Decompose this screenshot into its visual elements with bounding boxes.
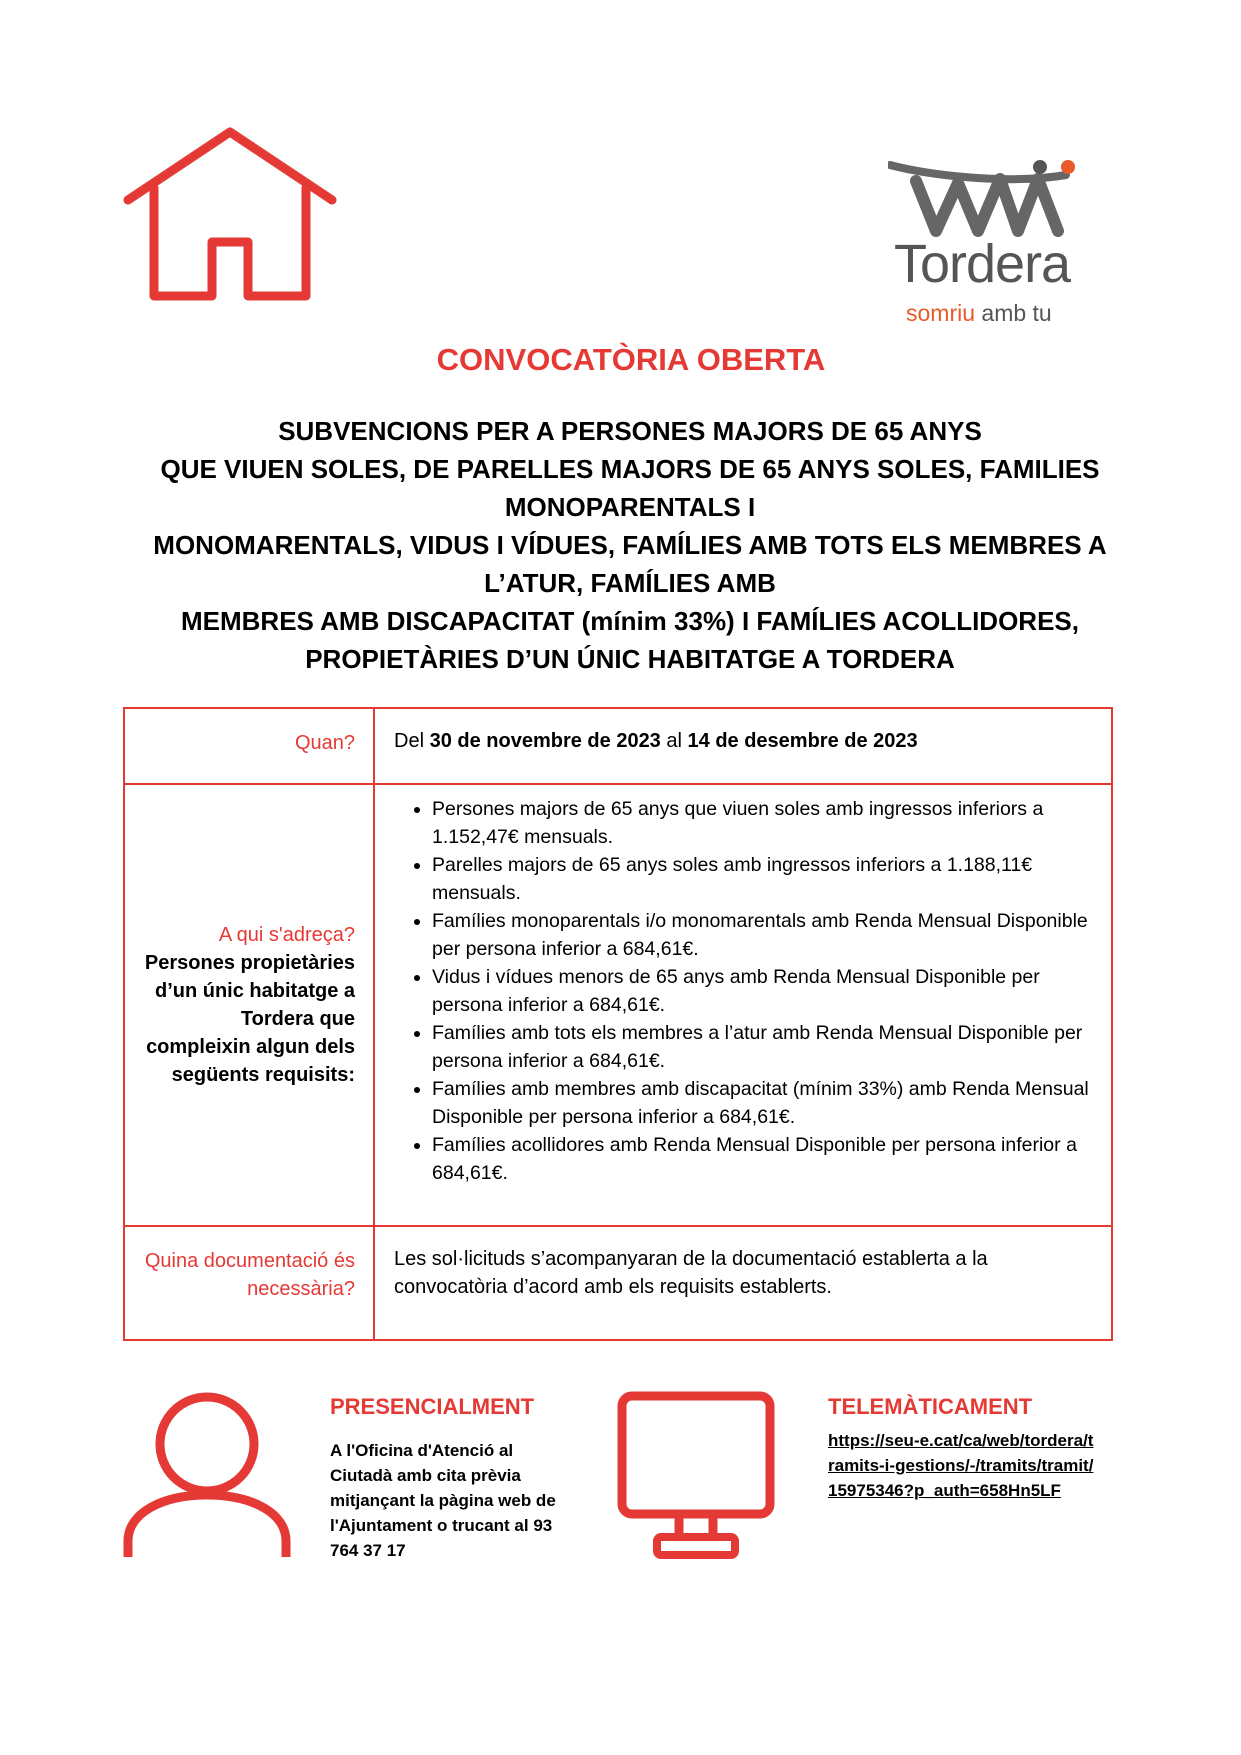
main-title bbox=[120, 412, 1140, 678]
person-icon bbox=[122, 1391, 292, 1561]
docs-label-cell bbox=[125, 1227, 375, 1339]
online-procedure-link[interactable]: https://seu-e.cat/ca/web/tordera/tramits-i-gestions/-/tramits/tramit/15975346?p_auth=658Hn5LF bbox=[828, 1431, 1094, 1500]
list-item: • Vidus i vídues menors de 65 anys amb Renda Mensual Disponible per persona inferior a 684,61€. bbox=[432, 963, 1093, 1019]
docs-label: Quina documentació és necessària? bbox=[144, 1250, 355, 1300]
who-label: A qui s'adreça? bbox=[218, 924, 355, 946]
when-label: Quan? bbox=[294, 732, 355, 754]
when-start-date: 30 de novembre de 2023 bbox=[429, 730, 661, 752]
in-person-title: PRESENCIALMENT bbox=[330, 1394, 535, 1419]
list-item: • Famílies amb membres amb discapacitat (mínim 33%) amb Renda Mensual Disponible per persona inferior a 684,61€. bbox=[432, 1075, 1093, 1131]
who-requirements-cell bbox=[375, 785, 1111, 1225]
title-line: PROPIETÀRIES D’UN ÚNIC HABITATGE A TORDERA bbox=[305, 644, 955, 674]
docs-value-cell bbox=[375, 1227, 1111, 1339]
docs-text: Les sol·licituds s’acompanyaran de la documentació establerta a la convocatòria d’acord amb els requisits establerts. bbox=[394, 1248, 988, 1298]
table-row-when bbox=[125, 709, 1111, 783]
list-item: • Parelles majors de 65 anys soles amb ingressos inferiors a 1.188,11€ mensuals. bbox=[432, 851, 1093, 907]
title-line: SUBVENCIONS PER A PERSONES MAJORS DE 65 ANYS bbox=[278, 416, 982, 446]
when-end-date: 14 de desembre de 2023 bbox=[687, 730, 918, 752]
tordera-logo bbox=[888, 155, 1098, 330]
call-open-heading: CONVOCATÒRIA OBERTA bbox=[436, 342, 826, 377]
title-line: L’ATUR, FAMÍLIES AMB bbox=[484, 568, 776, 598]
online-title: TELEMÀTICAMENT bbox=[828, 1394, 1033, 1419]
house-icon bbox=[122, 126, 338, 302]
logo-figures-icon bbox=[888, 155, 1098, 245]
info-table bbox=[123, 707, 1113, 1341]
title-line: MEMBRES AMB DISCAPACITAT (mínim 33%) I FAMÍLIES ACOLLIDORES, bbox=[181, 606, 1079, 636]
logo-tagline bbox=[906, 302, 1052, 325]
list-item: • Famílies acollidores amb Renda Mensual Disponible per persona inferior a 684,61€. bbox=[432, 1131, 1093, 1187]
when-middle: al bbox=[666, 730, 682, 752]
title-line: MONOMARENTALS, VIDUS I VÍDUES, FAMÍLIES AMB TOTS ELS MEMBRES A bbox=[153, 530, 1107, 560]
monitor-icon bbox=[617, 1391, 775, 1561]
list-item: • Persones majors de 65 anys que viuen soles amb ingressos inferiors a 1.152,47€ mensuals. bbox=[432, 795, 1093, 851]
title-line: MONOPARENTALS I bbox=[504, 492, 756, 522]
tagline-part2: amb tu bbox=[981, 300, 1052, 326]
requirements-list bbox=[394, 795, 1093, 1187]
in-person-text: A l'Oficina d'Atenció al Ciutadà amb cita prèvia mitjançant la pàgina web de l'Ajuntament o trucant al 93 764 37 17 bbox=[330, 1441, 556, 1560]
logo-text: Tordera bbox=[894, 234, 1071, 294]
when-prefix: Del bbox=[394, 730, 425, 752]
list-item: • Famílies amb tots els membres a l’atur amb Renda Mensual Disponible per persona inferior a 684,61€. bbox=[432, 1019, 1093, 1075]
table-row-docs bbox=[125, 1225, 1111, 1339]
who-label-cell bbox=[125, 785, 375, 1225]
tagline-part1: somriu bbox=[906, 300, 976, 326]
who-description: Persones propietàries d’un únic habitatge a Tordera que compleixin algun dels següents requisits: bbox=[144, 952, 355, 1086]
table-row-who bbox=[125, 783, 1111, 1225]
when-label-cell bbox=[125, 709, 375, 783]
when-value-cell bbox=[375, 709, 1111, 783]
title-line: QUE VIUEN SOLES, DE PARELLES MAJORS DE 65 ANYS SOLES, FAMILIES bbox=[160, 454, 1100, 484]
list-item: • Famílies monoparentals i/o monomarentals amb Renda Mensual Disponible per persona inferior a 684,61€. bbox=[432, 907, 1093, 963]
